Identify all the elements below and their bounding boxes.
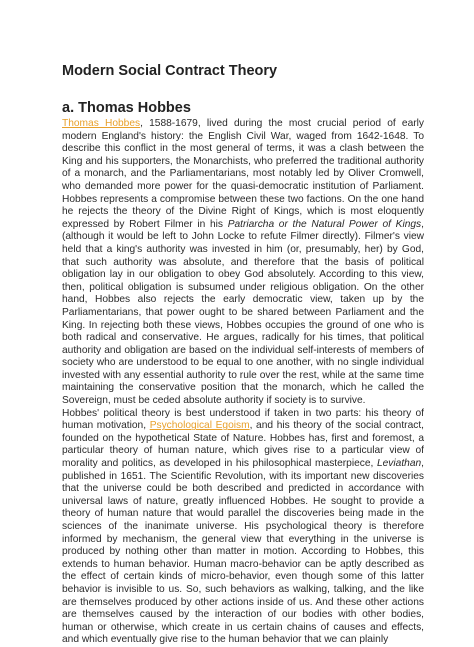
section-heading: a. Thomas Hobbes: [62, 100, 191, 116]
paragraph-2-text-a: Hobbes' political theory is best understood if taken in two parts: his theory of human motivation,: [62, 407, 424, 432]
paragraph-2-text-b: , and his theory of the social contract, founded on the hypothetical State of Nature. Hobbes has, first and foremost, a particular theory of human nature, which gives rise to a particular view of morality and politics, as developed in his philosophical masterpiece,: [62, 420, 424, 470]
paragraph-2-text-c: , published in 1651. The Scientific Revolution, with its important new discoveries that the universe could be both described and predicted in accordance with universal laws of nature, greatly influenced Hobbes. He sought to provide a theory of human nature that would parallel the discoveries being made in the sciences of the inanimate universe. His psychological theory is therefore informed by mechanism, the general view that everything in the universe is produced by nothing other than matter in motion. According to Hobbes, this extends to human behavior. Human macro-behavior can be aptly described as the effect of certain kinds of micro-behavior, even though some of this latter behavior is invisible to us. So, such behaviors as walking, talking, and the like are themselves produced by other actions inside of us. And these other actions are themselves caused by the interaction of our bodies with other bodies, human or otherwise, which create in us certain chains of causes and effects, and which eventually give rise to the human behavior that we can plainly: [62, 458, 424, 646]
psychological-egoism-link[interactable]: Psychological Egoism: [149, 420, 250, 432]
patriarcha-title: Patriarcha or the Natural Power of Kings: [227, 218, 422, 230]
paragraph-2: [62, 408, 424, 647]
paragraph-1-text-a: , 1588-1679, lived during the most crucial period of early modern England's history: the English Civil War, waged from 1642-1648. To describe this conflict in the most general of terms, it was a clash between the King and his supporters, the Monarchists, who preferred the traditional authority of a monarch, and the Parliamentarians, most notably led by Oliver Cromwell, who demanded more power for the quasi-democratic institution of Parliament. Hobbes represents a compromise between these two factions. On the one hand he rejects the theory of the Divine Right of Kings, which is most eloquently expressed by Robert Filmer in his: [62, 118, 424, 230]
paragraph-1-text-b: , (although it would be left to John Locke to refute Filmer directly). Filmer's view held that a king's authority was invested in him (or, presumably, her) by God, that such authority was absolute, and therefore that the basis of political obligation lay in our obligation to obey God absolutely. According to this view, then, political obligation is subsumed under religious obligation. On the other hand, Hobbes also rejects the early democratic view, taken up by the Parliamentarians, that power ought to be shared between Parliament and the King. In rejecting both these views, Hobbes occupies the ground of one who is both radical and conservative. He argues, radically for his times, that political authority and obligation are based on the individual self-interests of members of society who are understood to be equal to one another, with no single individual invested with any essential authority to rule over the rest, while at the same time maintaining the conservative position that the monarch, which he called the Sovereign, must be ceded absolute authority if society is to survive.: [62, 218, 424, 407]
thomas-hobbes-link[interactable]: Thomas Hobbes: [62, 118, 141, 129]
paragraph-1: [62, 118, 424, 408]
leviathan-title: Leviathan: [376, 458, 422, 470]
page-title: Modern Social Contract Theory: [62, 63, 278, 79]
